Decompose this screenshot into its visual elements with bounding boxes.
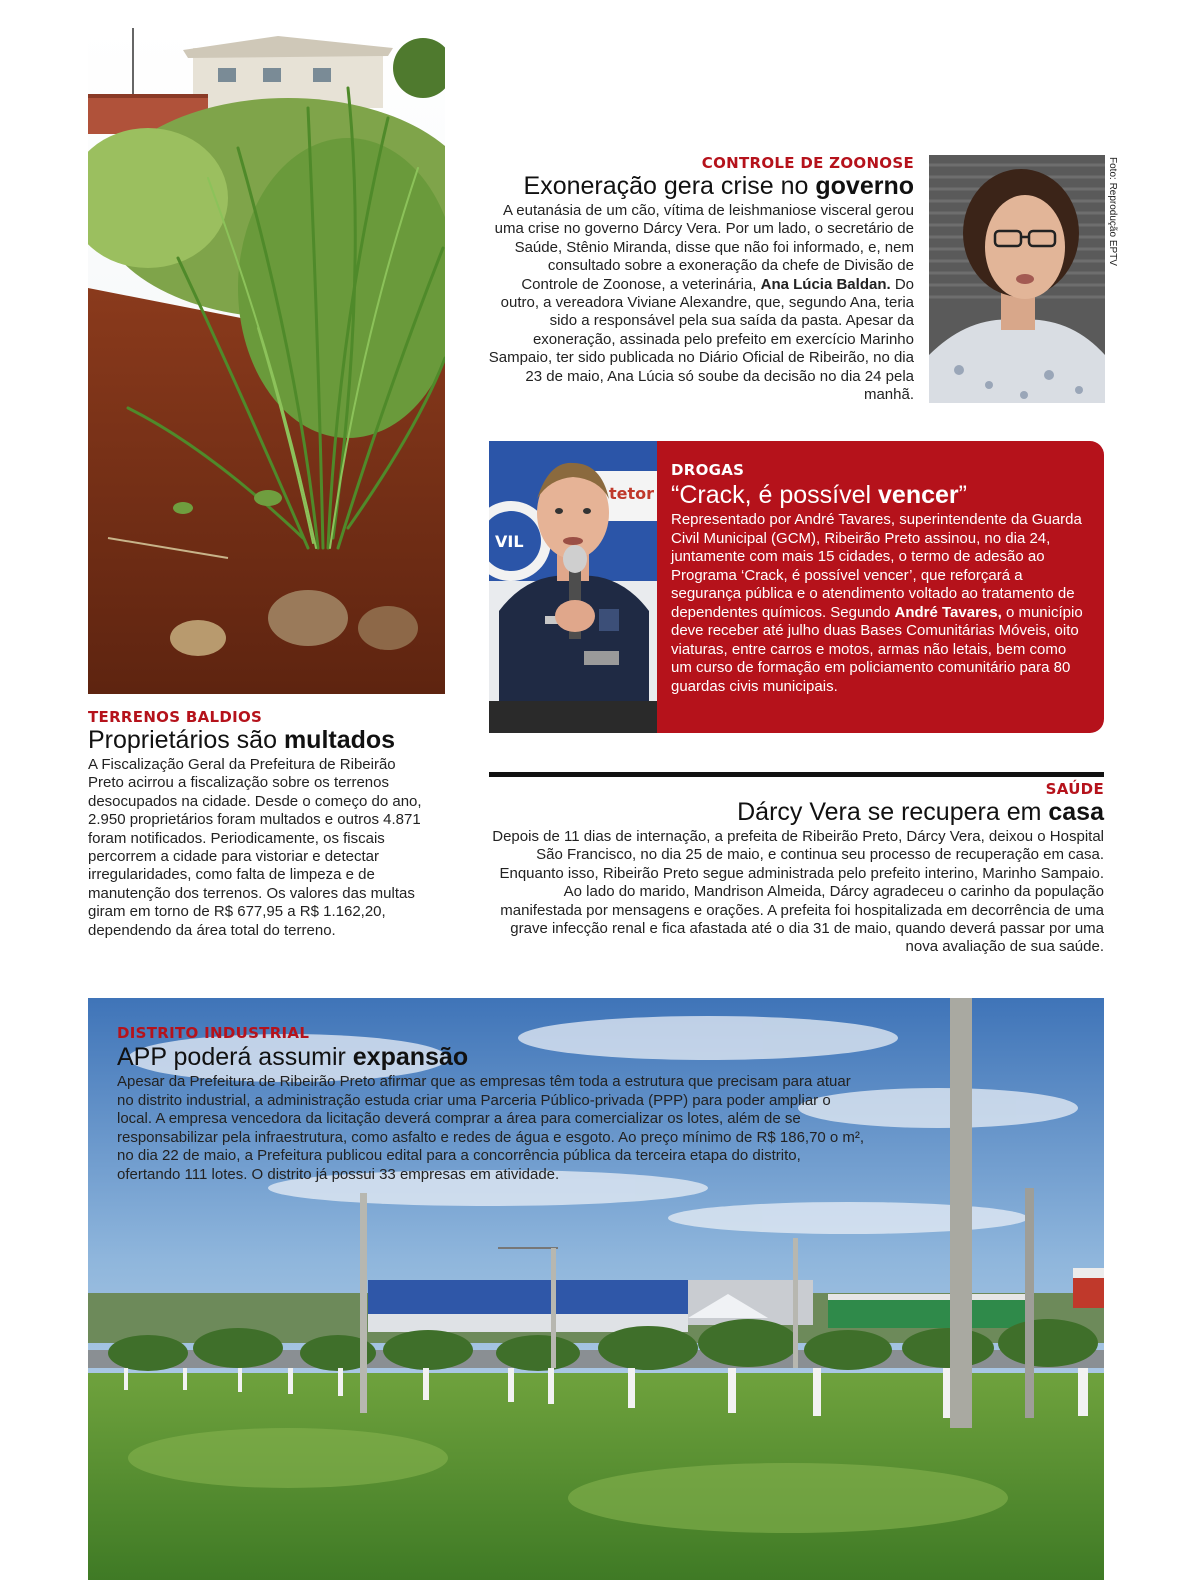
article-drogas-box [489, 441, 1104, 733]
body-emphasis: Ana Lúcia Baldan. [760, 275, 891, 293]
section-kicker: TERRENOS BALDIOS [88, 708, 263, 726]
portrait-photo-andre [489, 441, 657, 733]
banner-sign-text: tetor [609, 484, 655, 503]
body-text: Representado por André Tavares, superintendente da Guarda Civil Municipal (GCM), Ribeirão Preto assinou, no dia 24, juntamente com mais 15 cidades, o termo de adesão ao Programa ‘Crack, é possível vencer’, que reforçará a segurança pública e o atendimento voltado ao tratamento de dependentes químicos. Segundo [671, 511, 1082, 621]
headline-text: Exoneração gera crise no [523, 172, 816, 200]
article-body: Depois de 11 dias de internação, a prefeita de Ribeirão Preto, Dárcy Vera, deixou o Hospital São Francisco, no dia 25 de maio, e continua seu processo de recuperação em casa. Enquanto isso, Ribeirão Preto segue administrada pelo prefeito interino, Marinho Sampaio. Ao lado do marido, Mandrison Almeida, Dárcy agradeceu o carinho da população manifestada por mensagens e orações. A prefeita foi hospitalizada em decorrência de uma grave infecção renal e fica afastada até o dia 31 de maio, quando deverá passar por uma nova avaliação de sua saúde. [492, 828, 1104, 956]
headline-emphasis: governo [815, 172, 914, 200]
body-text: o município deve receber até julho duas Bases Comunitárias Móveis, oito viaturas, entre carros e motos, armas não letais, bem como um curso de formação em policiamento comunitário para 80 guardas civis municipais. [671, 603, 1083, 695]
article-headline [117, 1043, 867, 1071]
article-body: A Fiscalização Geral da Prefeitura de Ribeirão Preto acirrou a fiscalização sobre os terrenos desocupados na cidade. Desde o começo do ano, 2.950 proprietários foram multados e outros 4.871 foram notificados. Periodicamente, os fiscais percorrem a cidade para vistoriar e detectar irregularidades, como falta de limpeza e de manutenção dos terrenos. Os valores das multas giram em torno de R$ 677,95 a R$ 1.162,20, dependendo da área total do terreno. [88, 756, 422, 939]
drogas-text [671, 461, 1089, 696]
headline-emphasis: vencer [878, 481, 959, 509]
body-emphasis: André Tavares, [894, 603, 1002, 621]
article-body: Apesar da Prefeitura de Ribeirão Preto afirmar que as empresas têm toda a estrutura que precisam para atuar no distrito industrial, a administração estuda criar uma Parceria Público-privada (PPP) para poder ampliar o local. A empresa vencedora da licitação deverá comprar a área para comercializar os lotes, além de se responsabilizar pela infraestrutura, como asfalto e redes de água e esgoto. Ao preço mínimo de R$ 186,70 o m², no dia 22 de maio, a Prefeitura publicou edital para a concorrência pública da terceira etapa do distrito, ofertando 111 lotes. O distrito já possui 33 empresas em atividade. [117, 1073, 865, 1183]
section-kicker: CONTROLE DE ZOONOSE [701, 154, 914, 172]
headline-text: Proprietários são [88, 726, 284, 754]
body-text: Do outro, a vereadora Viviane Alexandre, que, segundo Ana, teria sido a responsável pela sua saída da pasta. Apesar da exoneração, assinada pelo prefeito em exercício Marinho Sampaio, ter sido publicada no Diário Oficial de Ribeirão, no dia 23 de maio, Ana Lúcia só soube da decisão no dia 24 pela manhã. [488, 275, 914, 404]
photo-credit [1104, 157, 1120, 287]
body-text: A eutanásia de um cão, vítima de leishmaniose visceral gerou uma crise no governo Dárcy Vera. Por um lado, o secretário de Saúde, Stênio Miranda, disse que não foi informado, e, nem consultado sobre a exoneração da chefe de Divisão de Controle de Zoonose, a veterinária, [494, 202, 914, 293]
article-industrial [117, 1024, 867, 1185]
article-headline [671, 481, 1089, 509]
section-kicker: DROGAS [671, 461, 745, 479]
article-headline [88, 726, 433, 754]
headline-emphasis: multados [283, 726, 396, 754]
vacant-lot-photo [88, 28, 445, 694]
headline-emphasis: casa [1048, 798, 1104, 826]
section-kicker: SAÚDE [1045, 780, 1104, 798]
portrait-photo-ana [929, 155, 1105, 403]
headline-text: “Crack, é possível [671, 481, 879, 509]
section-divider [489, 772, 1104, 777]
headline-text: Dárcy Vera se recupera em [737, 798, 1049, 826]
article-zoonose [488, 154, 914, 404]
article-headline [489, 798, 1104, 826]
article-headline [488, 172, 914, 200]
article-saude [489, 780, 1104, 957]
headline-quote-close: ” [958, 481, 967, 509]
photo-credit-text: Foto: Reprodução EPTV [1107, 157, 1118, 266]
article-body [671, 511, 1089, 696]
headline-emphasis: expansão [352, 1043, 469, 1071]
article-terrenos [88, 708, 433, 940]
badge-text: VIL [495, 532, 524, 551]
section-kicker: DISTRITO INDUSTRIAL [117, 1024, 310, 1042]
headline-text: APP poderá assumir [117, 1043, 353, 1071]
article-body [488, 202, 914, 404]
